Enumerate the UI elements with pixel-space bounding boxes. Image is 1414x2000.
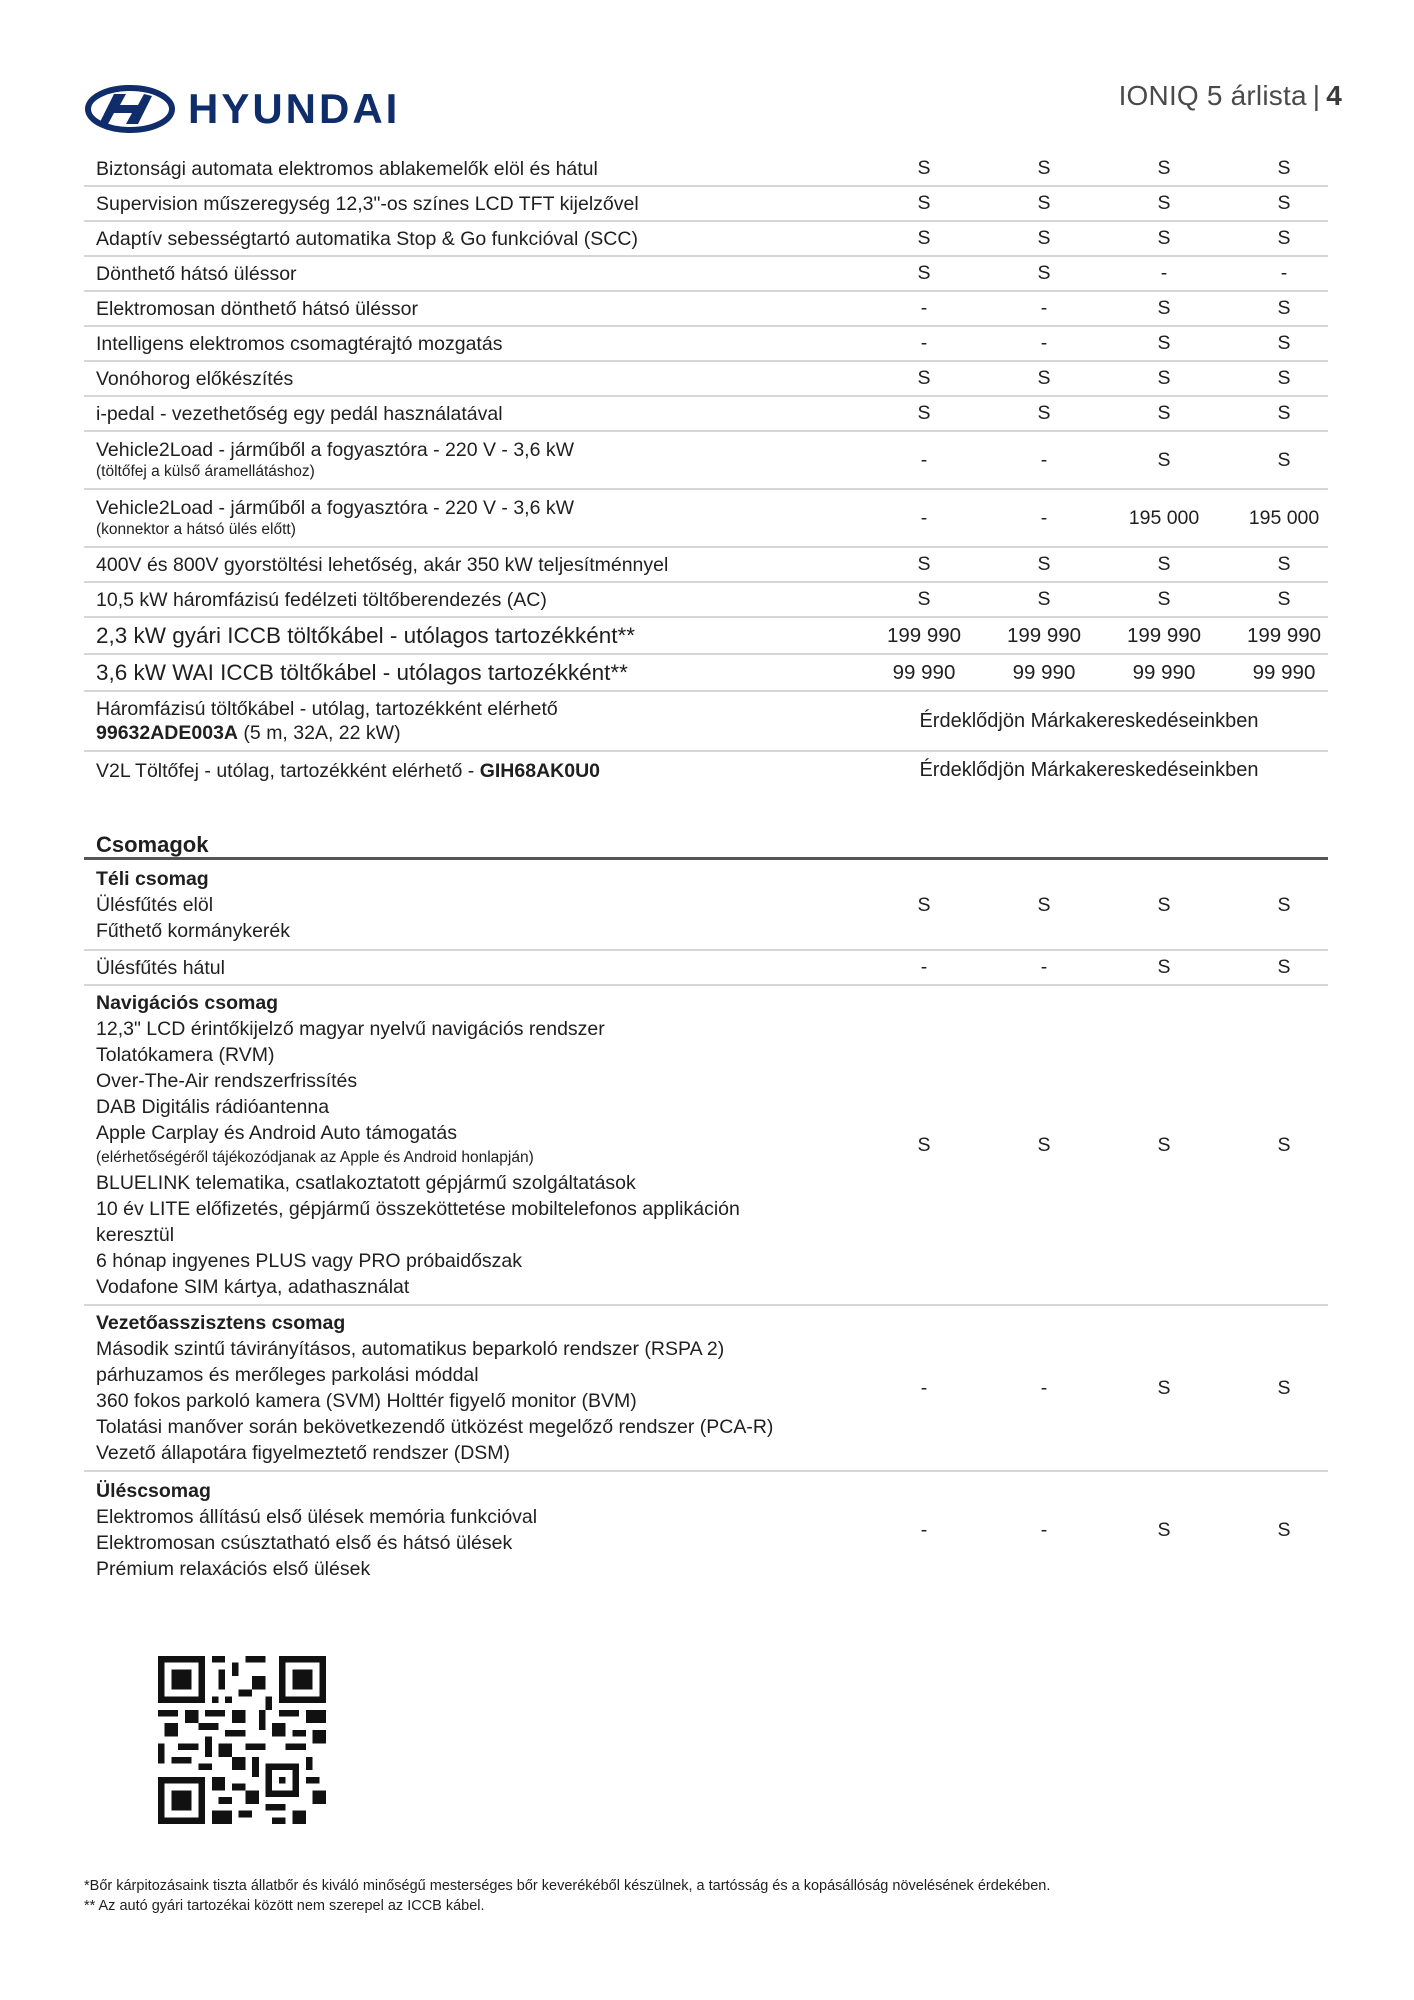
value-cell: S [917, 893, 931, 916]
value-cell: S [1037, 1133, 1051, 1156]
value-cell: S [1157, 297, 1171, 319]
package-item: 10 év LITE előfizetés, gépjármű összeköttetése mobiltelefonos applikáción [96, 1198, 740, 1220]
package-item: Vodafone SIM kártya, adathasználat [96, 1276, 410, 1298]
package-title: Vezetőasszisztens csomag [96, 1312, 346, 1334]
value-cell: 195 000 [1128, 506, 1200, 529]
package-label [84, 990, 860, 1300]
value-cell: - [1040, 297, 1048, 319]
accessory-label [84, 759, 860, 783]
value-cell: S [1037, 893, 1051, 916]
feature-label: i-pedal - vezethetőség egy pedál használatával [96, 402, 503, 425]
package-item: Apple Carplay és Android Auto támogatás [96, 1122, 457, 1144]
value-cell: - [920, 956, 928, 978]
package-item: Over-The-Air rendszerfrissítés [96, 1070, 358, 1092]
value-cell: S [917, 553, 931, 575]
package-label: Ülésfűtés hátul [96, 956, 225, 979]
value-cell: S [1157, 192, 1171, 214]
value-cell: - [920, 448, 928, 471]
feature-label: Vonóhorog előkészítés [96, 367, 294, 390]
value-cell: S [917, 588, 931, 610]
value-cell: S [917, 367, 931, 389]
package-title: Navigációs csomag [96, 992, 279, 1014]
package-item: Vezető állapotára figyelmeztető rendszer (DSM) [96, 1442, 511, 1464]
value-cell: S [1037, 192, 1051, 214]
value-cell: - [1040, 506, 1048, 529]
package-row-seat [84, 1472, 1328, 1588]
value-cell: S [1157, 1518, 1171, 1541]
value-cell: S [1277, 1518, 1291, 1541]
package-item: BLUELINK telematika, csatlakoztatott gépjármű szolgáltatások [96, 1172, 636, 1194]
price-cell: 199 990 [886, 623, 962, 647]
value-cell: S [1037, 227, 1051, 249]
value-cell: S [1157, 588, 1171, 610]
value-cell: S [1037, 553, 1051, 575]
price-cell: 99 990 [1132, 660, 1196, 684]
price-cell: 199 990 [1126, 623, 1202, 647]
table-row [84, 692, 1328, 752]
hyundai-wordmark [188, 89, 424, 129]
value-cell: - [920, 332, 928, 354]
package-row-driver-assist [84, 1306, 1328, 1472]
value-cell: S [917, 1133, 931, 1156]
feature-label-main: Vehicle2Load - járműből a fogyasztóra - 220 V - 3,6 kW [96, 497, 574, 519]
feature-label [84, 496, 860, 540]
table-row [84, 655, 1328, 692]
value-cell: S [917, 262, 931, 284]
package-row-navigation [84, 986, 1328, 1306]
package-item-note: (elérhetőségéről tájékozódjanak az Apple és Android honlapján) [96, 1149, 534, 1166]
package-item: Tolatási manőver során bekövetkezendő ütközést megelőző rendszer (PCA-R) [96, 1416, 774, 1438]
feature-label [84, 438, 860, 482]
package-label [84, 1478, 860, 1582]
value-cell: - [1040, 1376, 1048, 1399]
dealer-info: Érdeklődjön Márkakereskedéseinkben [919, 759, 1259, 781]
value-cell: - [1160, 262, 1168, 284]
qr-code-icon[interactable] [158, 1656, 326, 1824]
separator: | [1312, 80, 1321, 111]
footnote: *Bőr kárpitozásaink tiszta állatbőr és kiváló minőségű mesterséges bőr keverékéből készülnek, a tartósság és a kopásállóság növelésének érdekében. [84, 1878, 1051, 1894]
feature-label: Elektromosan dönthető hátsó üléssor [96, 297, 418, 320]
value-cell: - [920, 1376, 928, 1399]
value-cell: S [1037, 262, 1051, 284]
packages-table [84, 861, 1328, 1588]
footnote: ** Az autó gyári tartozékai között nem szerepel az ICCB kábel. [84, 1898, 485, 1914]
value-cell: S [1277, 588, 1291, 610]
feature-label: Biztonsági automata elektromos ablakemelők elöl és hátul [96, 157, 598, 180]
value-cell: - [1040, 956, 1048, 978]
value-cell: - [920, 1518, 928, 1541]
accessory-code: GIH68AK0U0 [479, 759, 601, 782]
value-cell: S [1277, 956, 1291, 978]
package-label [84, 1310, 860, 1466]
table-row [84, 618, 1328, 655]
package-item: Elektromosan csúsztatható első és hátsó ülések [96, 1532, 513, 1554]
accessory-spec: (5 m, 32A, 22 kW) [238, 722, 401, 744]
value-cell: S [1157, 367, 1171, 389]
price-cell: 99 990 [892, 660, 956, 684]
value-cell: S [1157, 553, 1171, 575]
section-title-packages: Csomagok [96, 832, 209, 857]
value-cell: S [1037, 367, 1051, 389]
table-row [84, 222, 1328, 257]
hyundai-emblem-icon [84, 84, 176, 134]
footnotes [84, 1876, 1050, 1916]
table-row [84, 583, 1328, 618]
accessory-name: V2L Töltőfej - utólag, tartozékként elérhető - [96, 759, 480, 782]
feature-label: 2,3 kW gyári ICCB töltőkábel - utólagos tartozékként** [96, 622, 636, 648]
table-row [84, 362, 1328, 397]
value-cell: S [1157, 1376, 1171, 1399]
page-label [1119, 80, 1342, 112]
package-row-teli [84, 861, 1328, 951]
value-cell: S [1277, 297, 1291, 319]
feature-label: Adaptív sebességtartó automatika Stop & Go funkcióval (SCC) [96, 227, 638, 250]
feature-label: Intelligens elektromos csomagtérajtó mozgatás [96, 332, 503, 355]
package-item: 6 hónap ingyenes PLUS vagy PRO próbaidőszak [96, 1250, 523, 1272]
value-cell: S [1157, 448, 1171, 471]
package-item: Fűthető kormánykerék [96, 920, 291, 942]
package-item: keresztül [96, 1224, 175, 1246]
package-item: Prémium relaxációs első ülések [96, 1558, 371, 1580]
table-row [84, 292, 1328, 327]
package-item: Elektromos állítású első ülések memória funkcióval [96, 1506, 538, 1528]
value-cell: S [1277, 1376, 1291, 1399]
value-cell: S [1277, 332, 1291, 354]
package-item: Ülésfűtés elöl [96, 894, 214, 916]
value-cell: S [1277, 553, 1291, 575]
value-cell: S [917, 402, 931, 424]
package-item: Tolatókamera (RVM) [96, 1044, 275, 1066]
hyundai-logo [84, 84, 424, 134]
package-item: Második szintű távirányításos, automatikus beparkoló rendszer (RSPA 2) [96, 1338, 725, 1360]
value-cell: S [1277, 402, 1291, 424]
table-row [84, 187, 1328, 222]
value-cell: S [1157, 1133, 1171, 1156]
price-cell: 199 990 [1246, 623, 1322, 647]
value-cell: S [1157, 157, 1171, 179]
value-cell: S [1277, 227, 1291, 249]
package-row-rear-heating [84, 951, 1328, 986]
price-cell: 99 990 [1252, 660, 1316, 684]
value-cell: - [1280, 262, 1288, 284]
feature-label-main: Vehicle2Load - járműből a fogyasztóra - 220 V - 3,6 kW [96, 439, 574, 461]
accessory-label [84, 697, 860, 745]
value-cell: S [1157, 402, 1171, 424]
features-table [84, 152, 1328, 789]
table-row [84, 490, 1328, 548]
section-divider [84, 857, 1328, 860]
feature-label: 3,6 kW WAI ICCB töltőkábel - utólagos tartozékként** [96, 659, 628, 685]
value-cell: - [1040, 332, 1048, 354]
value-cell: S [1277, 367, 1291, 389]
value-cell: S [1277, 157, 1291, 179]
feature-label: Supervision műszeregység 12,3"-os színes LCD TFT kijelzővel [96, 192, 639, 215]
value-cell: - [1040, 1518, 1048, 1541]
accessory-code: 99632ADE003A [96, 722, 239, 744]
feature-label: 400V és 800V gyorstöltési lehetőség, akár 350 kW teljesítménnyel [96, 553, 669, 576]
feature-label-note: (töltőfej a külső áramellátáshoz) [96, 463, 315, 480]
table-row [84, 152, 1328, 187]
table-row [84, 548, 1328, 583]
package-item: 360 fokos parkoló kamera (SVM) Holttér figyelő monitor (BVM) [96, 1390, 637, 1412]
svg-text:HYUNDAI: HYUNDAI [188, 89, 401, 129]
dealer-info: Érdeklődjön Márkakereskedéseinkben [919, 709, 1259, 732]
package-label [84, 866, 860, 944]
value-cell: S [1037, 157, 1051, 179]
value-cell: S [917, 227, 931, 249]
price-cell: 199 990 [1006, 623, 1082, 647]
value-cell: 195 000 [1248, 506, 1320, 529]
doc-title: IONIQ 5 árlista [1118, 80, 1307, 111]
feature-label: 10,5 kW háromfázisú fedélzeti töltőberendezés (AC) [96, 588, 547, 611]
feature-label: Dönthető hátsó üléssor [96, 262, 297, 285]
value-cell: S [917, 192, 931, 214]
page-header [0, 0, 1414, 150]
value-cell: S [1277, 1133, 1291, 1156]
feature-label-note: (konnektor a hátsó ülés előtt) [96, 521, 296, 538]
value-cell: S [1037, 402, 1051, 424]
page-number: 4 [1326, 80, 1342, 111]
value-cell: S [917, 157, 931, 179]
table-row [84, 397, 1328, 432]
package-title: Üléscsomag [96, 1480, 211, 1502]
table-row [84, 257, 1328, 292]
table-row [84, 752, 1328, 789]
accessory-name: Háromfázisú töltőkábel - utólag, tartozékként elérhető [96, 698, 558, 720]
value-cell: S [1157, 332, 1171, 354]
value-cell: S [1157, 956, 1171, 978]
value-cell: S [1157, 227, 1171, 249]
value-cell: S [1157, 893, 1171, 916]
package-title: Téli csomag [96, 868, 209, 890]
value-cell: - [920, 297, 928, 319]
table-row [84, 432, 1328, 490]
value-cell: S [1277, 448, 1291, 471]
value-cell: S [1277, 192, 1291, 214]
value-cell: S [1037, 588, 1051, 610]
price-cell: 99 990 [1012, 660, 1076, 684]
table-row [84, 327, 1328, 362]
value-cell: S [1277, 893, 1291, 916]
package-item: 12,3" LCD érintőkijelző magyar nyelvű navigációs rendszer [96, 1018, 605, 1040]
value-cell: - [1040, 448, 1048, 471]
value-cell: - [920, 506, 928, 529]
package-item: DAB Digitális rádióantenna [96, 1096, 330, 1118]
package-item: párhuzamos és merőleges parkolási móddal [96, 1364, 479, 1386]
